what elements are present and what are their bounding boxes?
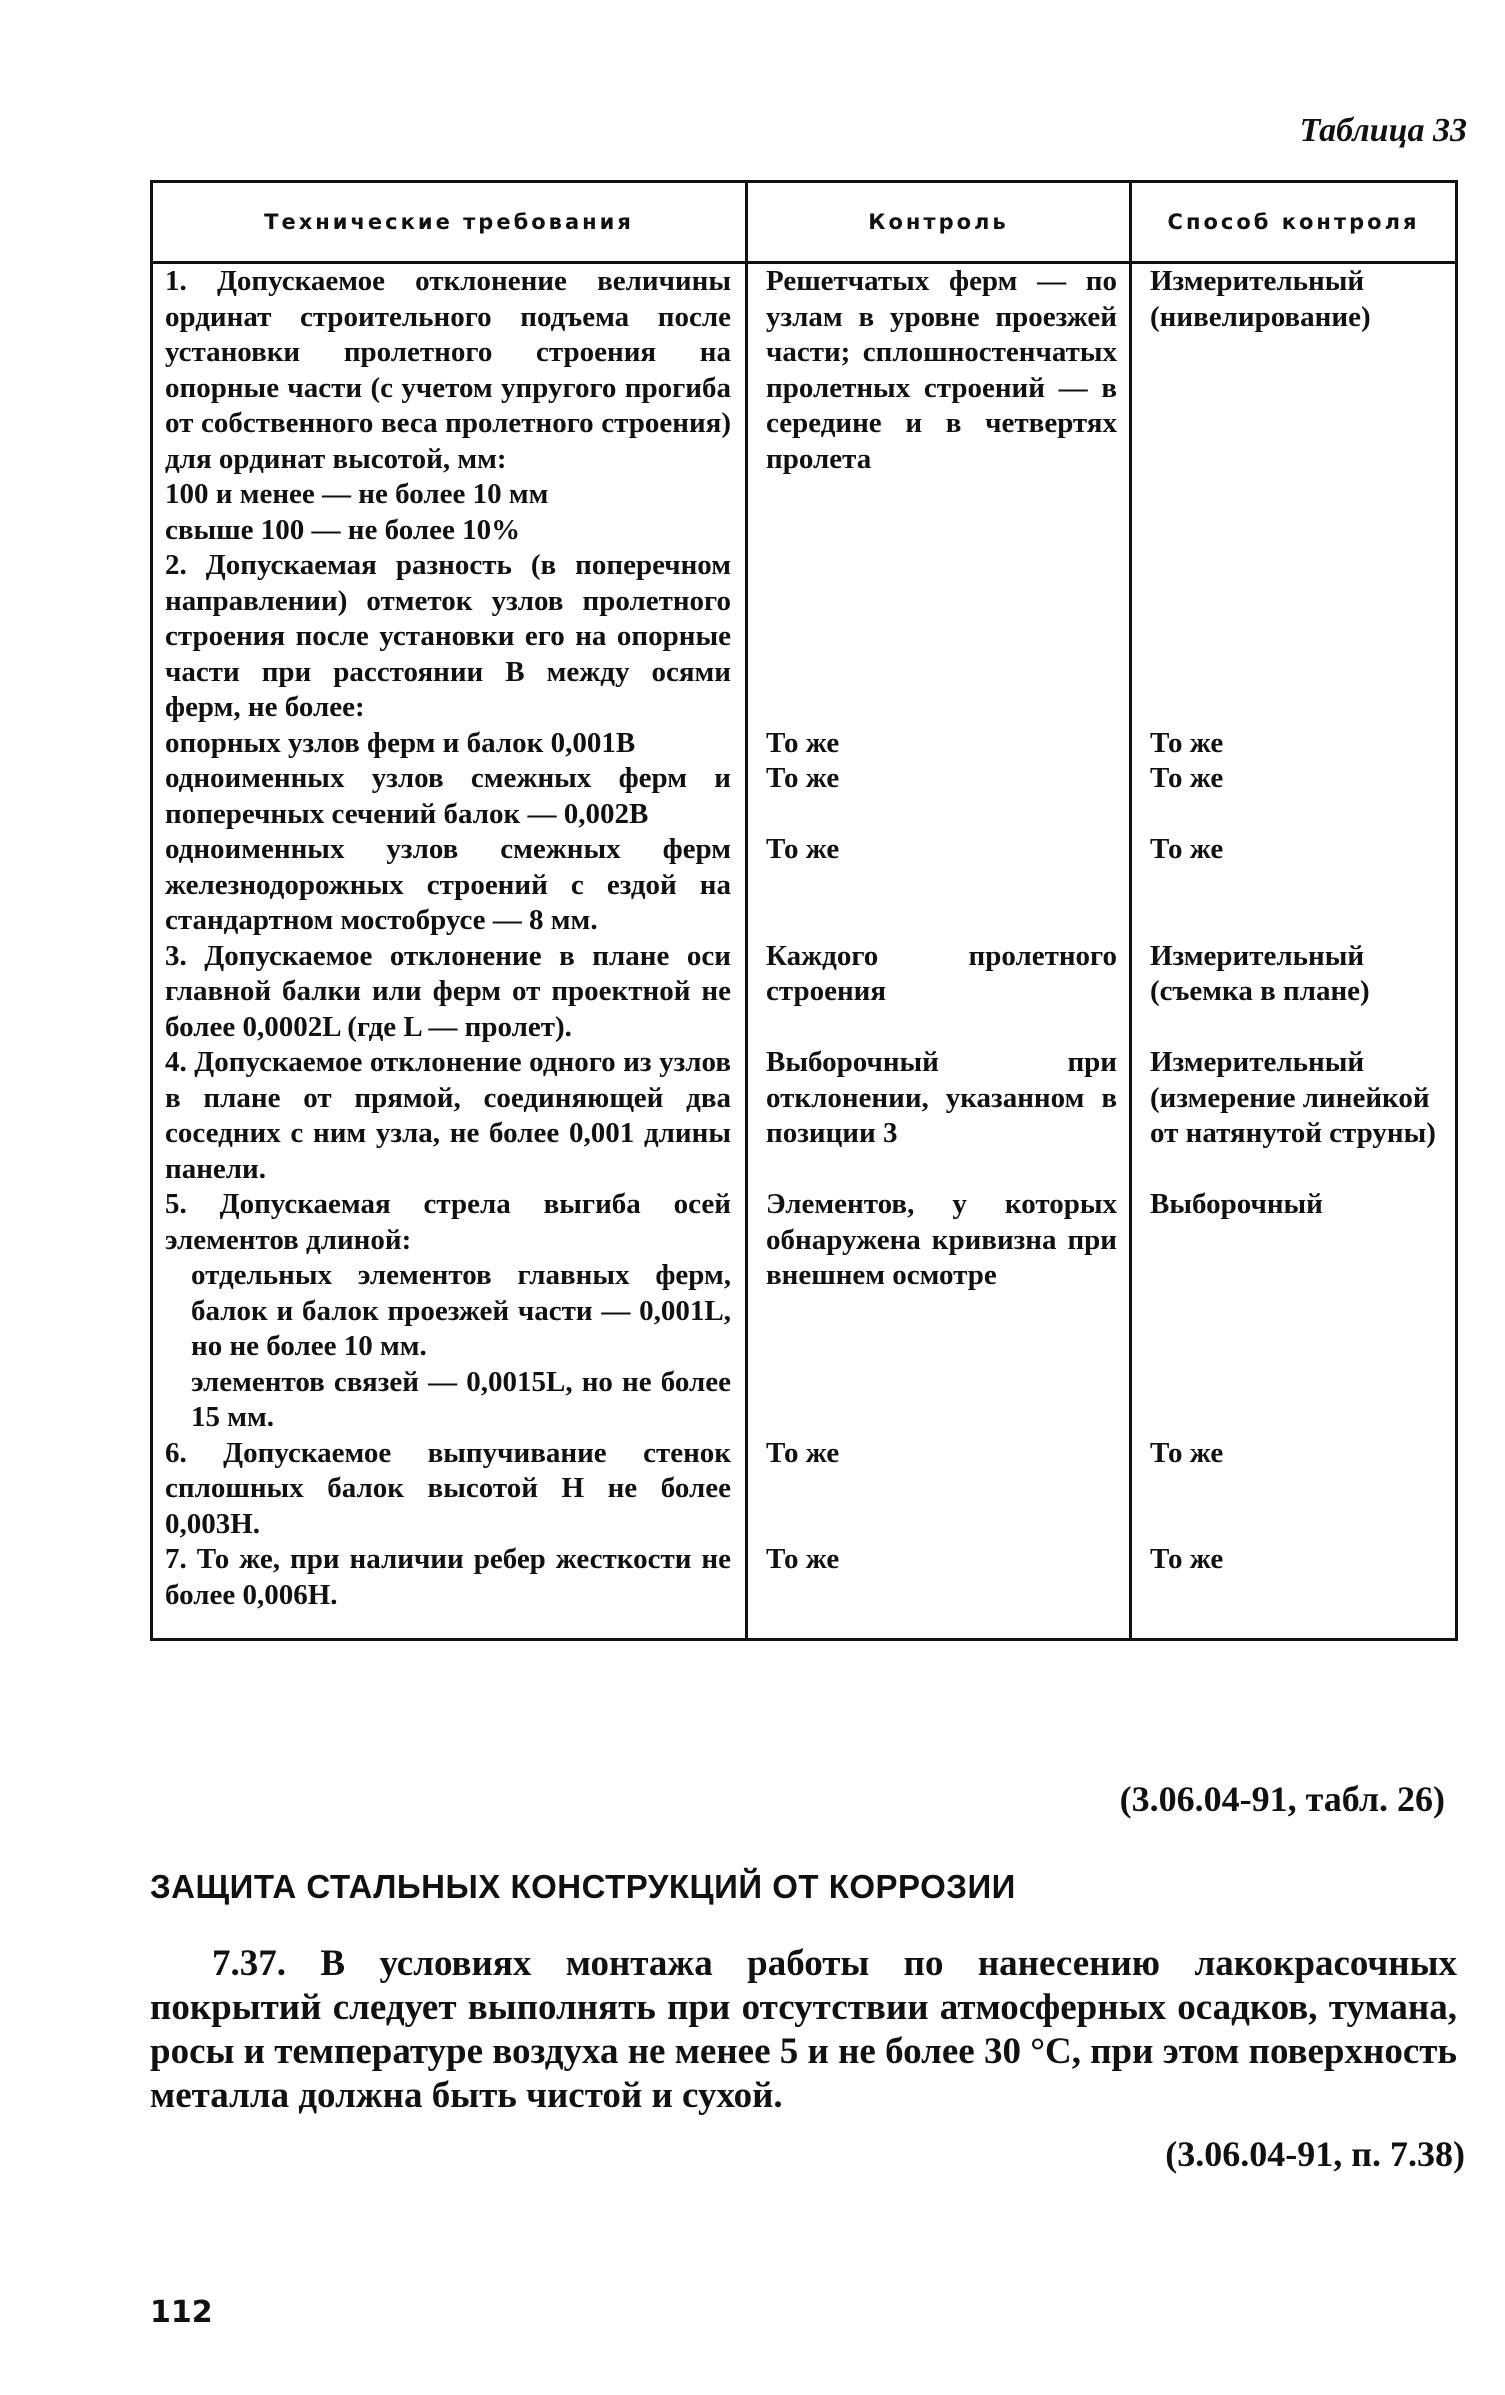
table-row — [152, 1542, 1457, 1640]
requirement-cell: 4. Допускаемое отклонение одного из узлов в плане от прямой, соединяющей два соседних с ним узла, не более 0,001 длины панели. — [152, 1045, 747, 1187]
method-cell: То же — [1131, 761, 1457, 832]
control-cell — [747, 548, 1131, 726]
method-cell: Измерительный (измерение линейкой от натянутой струны) — [1131, 1045, 1457, 1187]
table-row — [152, 1045, 1457, 1187]
control-cell: То же — [747, 1542, 1131, 1640]
requirement-subitem: отдельных элементов главных ферм, балок и балок проезжей части — 0,001L, но не более 10 мм. — [191, 1259, 731, 1362]
control-cell: Решетчатых ферм — по узлам в уровне проезжей части; сплошностенчатых пролетных строений — в середине и в четвертях пролета — [747, 263, 1131, 549]
requirement-text: 5. Допускаемая стрела выгиба осей элементов длиной: — [165, 1188, 731, 1256]
table-row — [152, 726, 1457, 762]
table-row — [152, 1187, 1457, 1436]
section-heading: ЗАЩИТА СТАЛЬНЫХ КОНСТРУКЦИЙ ОТ КОРРОЗИИ — [150, 1868, 1016, 1905]
requirement-subitem: свыше 100 — не более 10% — [165, 513, 521, 546]
table-row — [152, 263, 1457, 549]
table-caption: Таблица 33 — [1299, 112, 1467, 149]
control-cell: То же — [747, 761, 1131, 832]
paragraph-source-reference: (3.06.04-91, п. 7.38) — [1165, 2134, 1465, 2174]
table-header-row — [152, 182, 1457, 263]
requirement-subitem: элементов связей — 0,0015L, но не более 15 мм. — [191, 1365, 731, 1433]
requirements-table — [150, 180, 1458, 1641]
table-row — [152, 1436, 1457, 1543]
table-row — [152, 832, 1457, 939]
method-cell — [1131, 548, 1457, 726]
control-cell: Каждого пролетного строения — [747, 939, 1131, 1046]
control-cell: Выборочный при отклонении, указанном в позиции 3 — [747, 1045, 1131, 1187]
control-cell: То же — [747, 1436, 1131, 1543]
header-control: Контроль — [747, 182, 1131, 263]
table-row — [152, 761, 1457, 832]
table-row — [152, 939, 1457, 1046]
requirement-cell: 6. Допускаемое выпучивание стенок сплошных балок высотой Н не более 0,003Н. — [152, 1436, 747, 1543]
table-source-reference: (3.06.04-91, табл. 26) — [1119, 1779, 1445, 1819]
method-cell: То же — [1131, 726, 1457, 762]
header-method: Способ контроля — [1131, 182, 1457, 263]
requirement-cell: одноименных узлов смежных ферм и поперечных сечений балок — 0,002В — [152, 761, 747, 832]
method-cell: То же — [1131, 1436, 1457, 1543]
requirement-cell: 7. То же, при наличии ребер жесткости не более 0,006Н. — [152, 1542, 747, 1640]
control-cell: То же — [747, 726, 1131, 762]
control-cell: То же — [747, 832, 1131, 939]
requirement-cell — [152, 263, 747, 549]
method-cell: То же — [1131, 832, 1457, 939]
header-requirements: Технические требования — [152, 182, 747, 263]
requirement-cell: одноименных узлов смежных ферм железнодорожных строений с ездой на стандартном мостобрусе — 8 мм. — [152, 832, 747, 939]
requirement-cell: опорных узлов ферм и балок 0,001В — [152, 726, 747, 762]
method-cell: Измерительный (съемка в плане) — [1131, 939, 1457, 1046]
requirement-text: 1. Допускаемое отклонение величины ординат строительного подъема после установки пролетного строения на опорные части (с учетом упругого прогиба от собственного веса пролетного строения) для ординат высотой, мм: — [165, 265, 731, 475]
method-cell: Выборочный — [1131, 1187, 1457, 1436]
control-cell: Элементов, у которых обнаружена кривизна при внешнем осмотре — [747, 1187, 1131, 1436]
requirement-subitem: 100 и менее — не более 10 мм — [165, 478, 549, 510]
method-cell: Измерительный (нивелирование) — [1131, 263, 1457, 549]
method-cell: То же — [1131, 1542, 1457, 1640]
page-number: 112 — [150, 2295, 213, 2330]
section-paragraph: 7.37. В условиях монтажа работы по нанесению лакокрасочных покрытий следует выполнять при отсутствии атмосферных осадков, тумана, росы и температуре воздуха не менее 5 и не более 30 °С, при этом поверхность металла должна быть чистой и сухой. — [150, 1943, 1457, 2116]
requirement-cell: 3. Допускаемое отклонение в плане оси главной балки или ферм от проектной не более 0,0002L (где L — пролет). — [152, 939, 747, 1046]
requirement-cell: 2. Допускаемая разность (в поперечном направлении) отметок узлов пролетного строения после установки его на опорные части при расстоянии В между осями ферм, не более: — [152, 548, 747, 726]
table-row — [152, 548, 1457, 726]
requirement-cell — [152, 1187, 747, 1436]
